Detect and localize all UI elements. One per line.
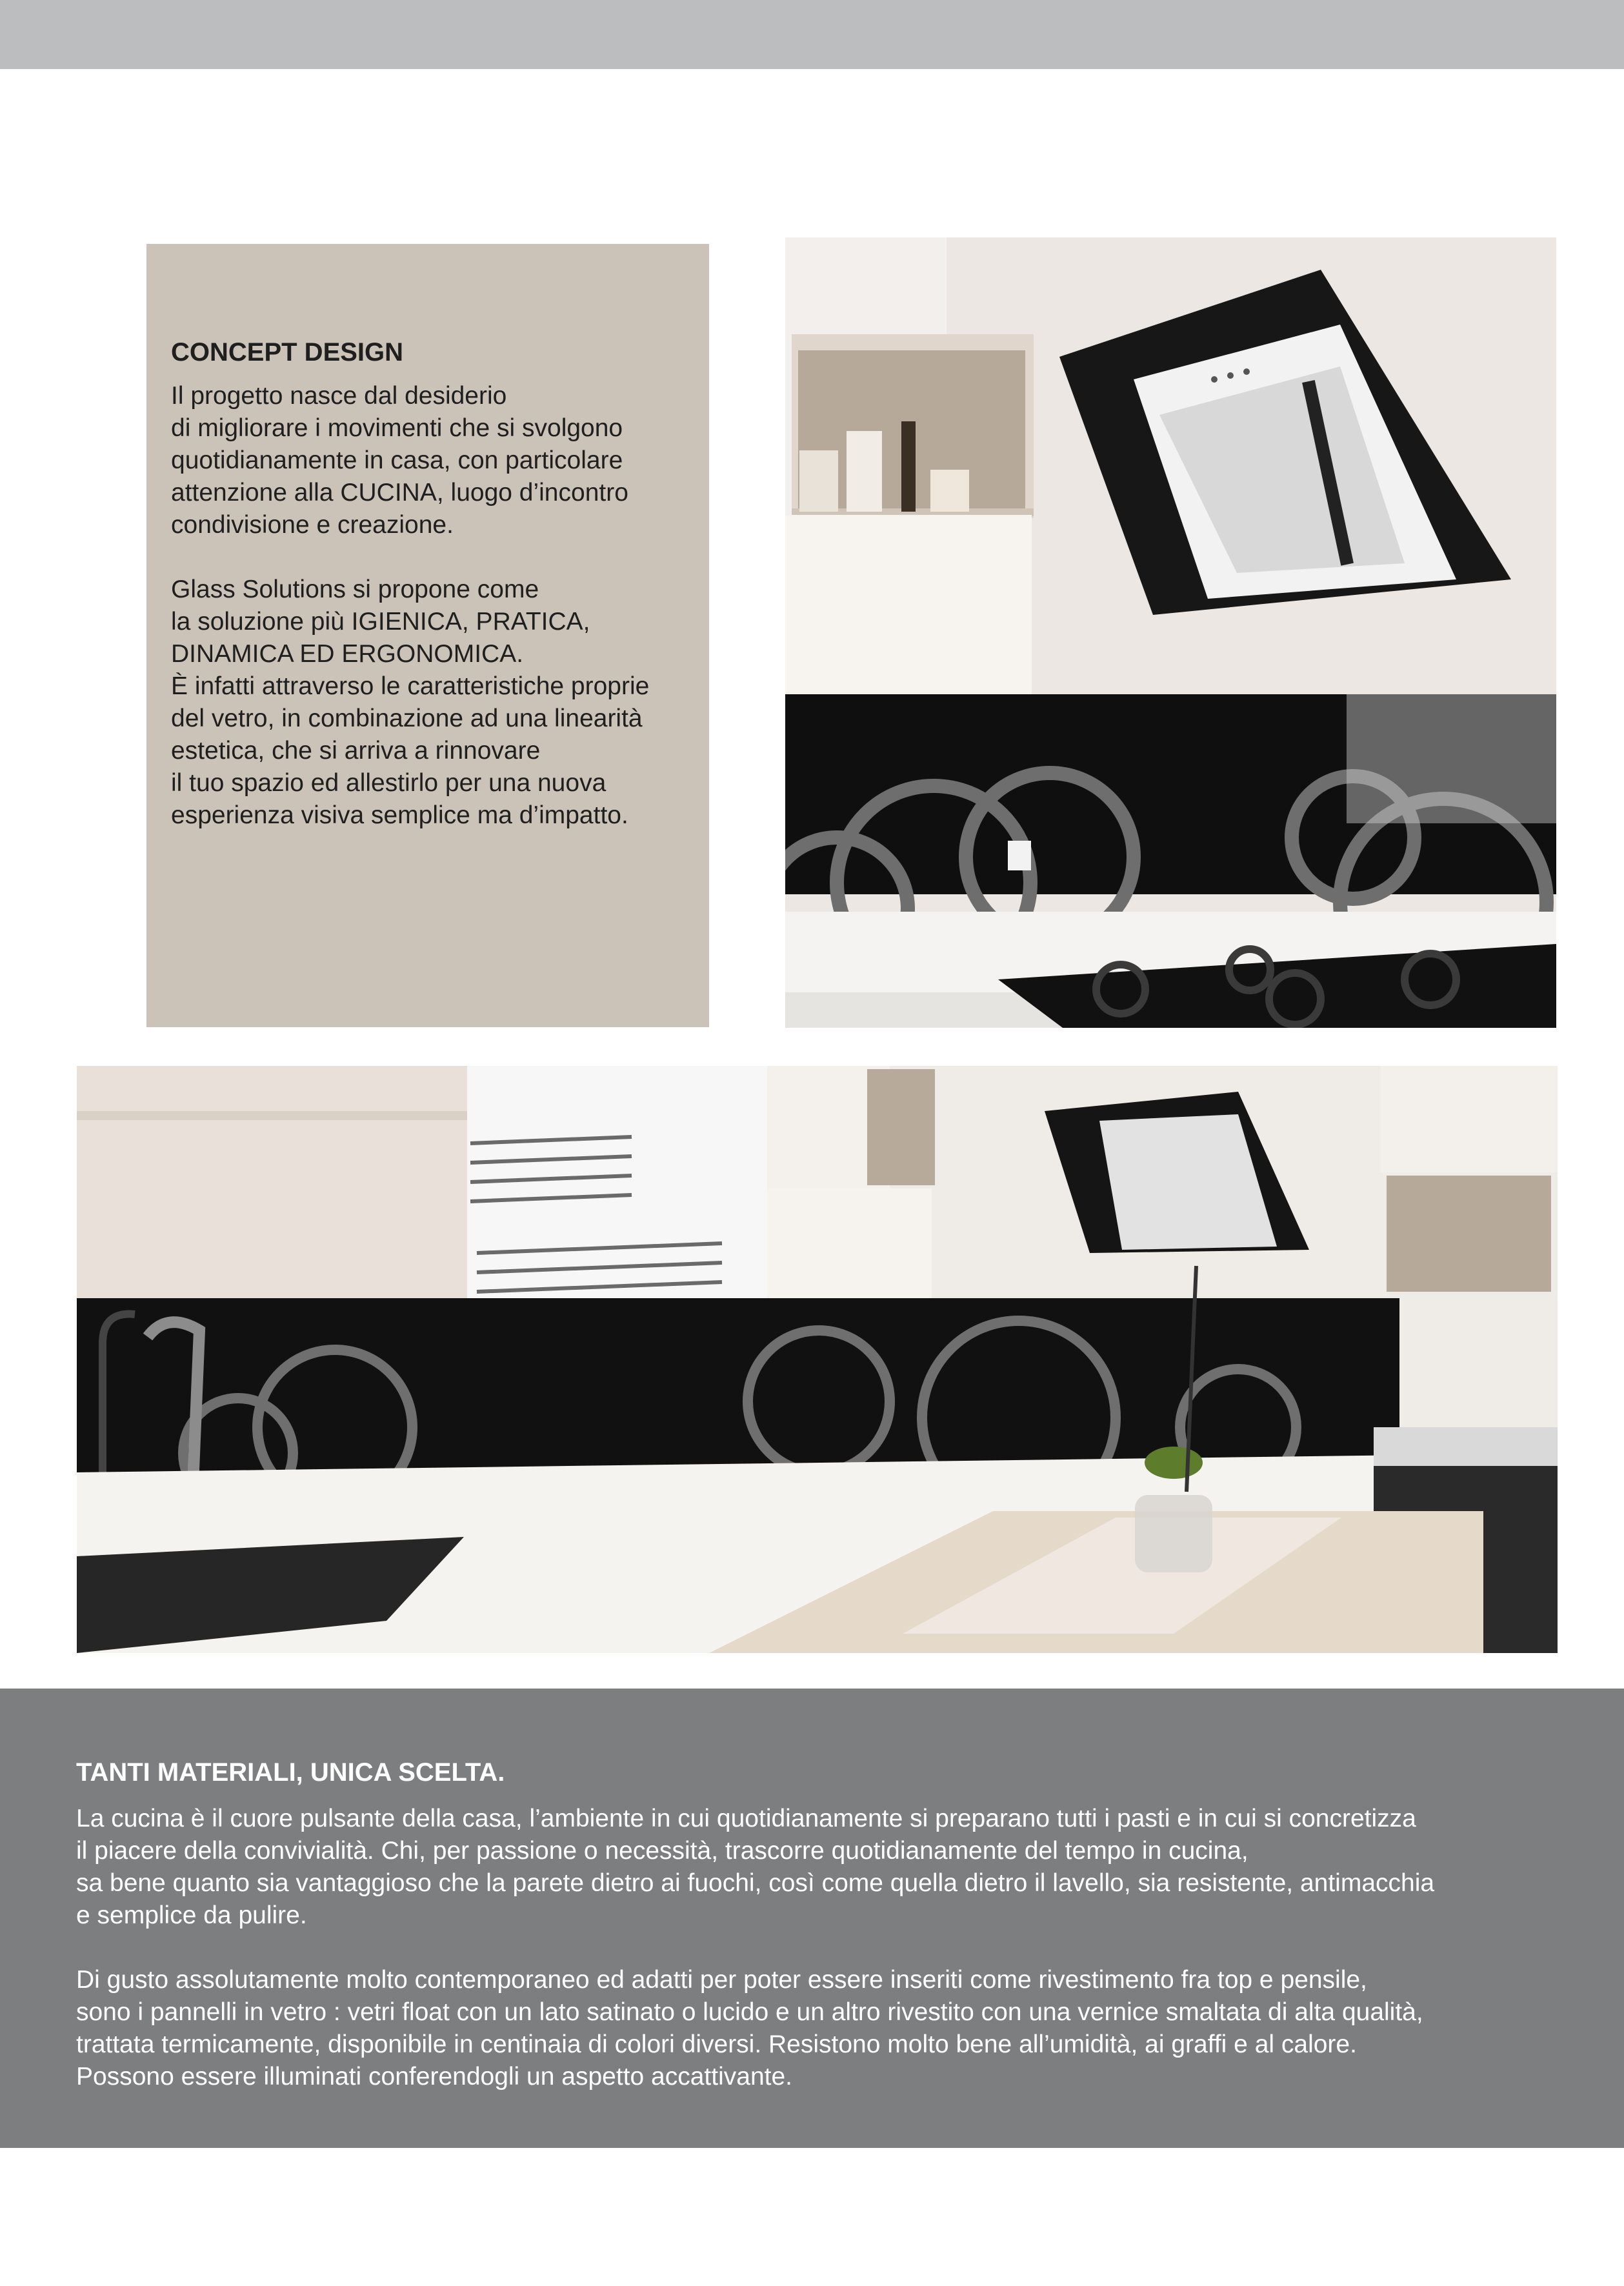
materials-section — [0, 1689, 1624, 2148]
kitchen-hood-photo — [785, 237, 1556, 1028]
concept-paragraph-2: Glass Solutions si propone come la soluzione più IGIENICA, PRATICA, DINAMICA ED ERGONOMICA. È infatti attraverso le caratteristiche proprie del vetro, in combinazione ad una linearità estetica, che si arriva a rinnovare il tuo spazio ed allestirlo per una nuova esperienza visiva semplice ma d’impatto. — [171, 576, 650, 829]
concept-design-title: CONCEPT DESIGN — [171, 338, 404, 366]
concept-paragraph-1: Il progetto nasce dal desiderio di migliorare i movimenti che si svolgono quotidianamente in casa, con particolare attenzione alla CUCINA, luogo d’incontro condivisione e creazione. — [171, 382, 628, 539]
concept-design-box — [146, 244, 709, 1027]
kitchen-wide-photo — [77, 1066, 1558, 1653]
top-header-band — [0, 0, 1624, 69]
materials-title: TANTI MATERIALI, UNICA SCELTA. — [76, 1758, 505, 1787]
materials-paragraph-2: Di gusto assolutamente molto contemporaneo ed adatti per poter essere inseriti come rivestimento fra top e pensile, sono i pannelli in vetro : vetri float con un lato satinato o lucido e un altro rivestito con una vernice smaltata di alta qualità, trattata termicamente, disponibile in centinaia di colori diversi. Resistono molto bene all’umidità, ai graffi e al calore. Possono essere illuminati conferendogli un aspetto accattivante. — [76, 1966, 1423, 2090]
materials-paragraph-1: La cucina è il cuore pulsante della casa, l’ambiente in cui quotidianamente si preparano tutti i pasti e in cui si concretizza il piacere della convivialità. Chi, per passione o necessità, trascorre quotidianamente del tempo in cucina, sa bene quanto sia vantaggioso che la parete dietro ai fuochi, così come quella dietro il lavello, sia resistente, antimacchia e semplice da pulire. — [76, 1805, 1435, 1929]
